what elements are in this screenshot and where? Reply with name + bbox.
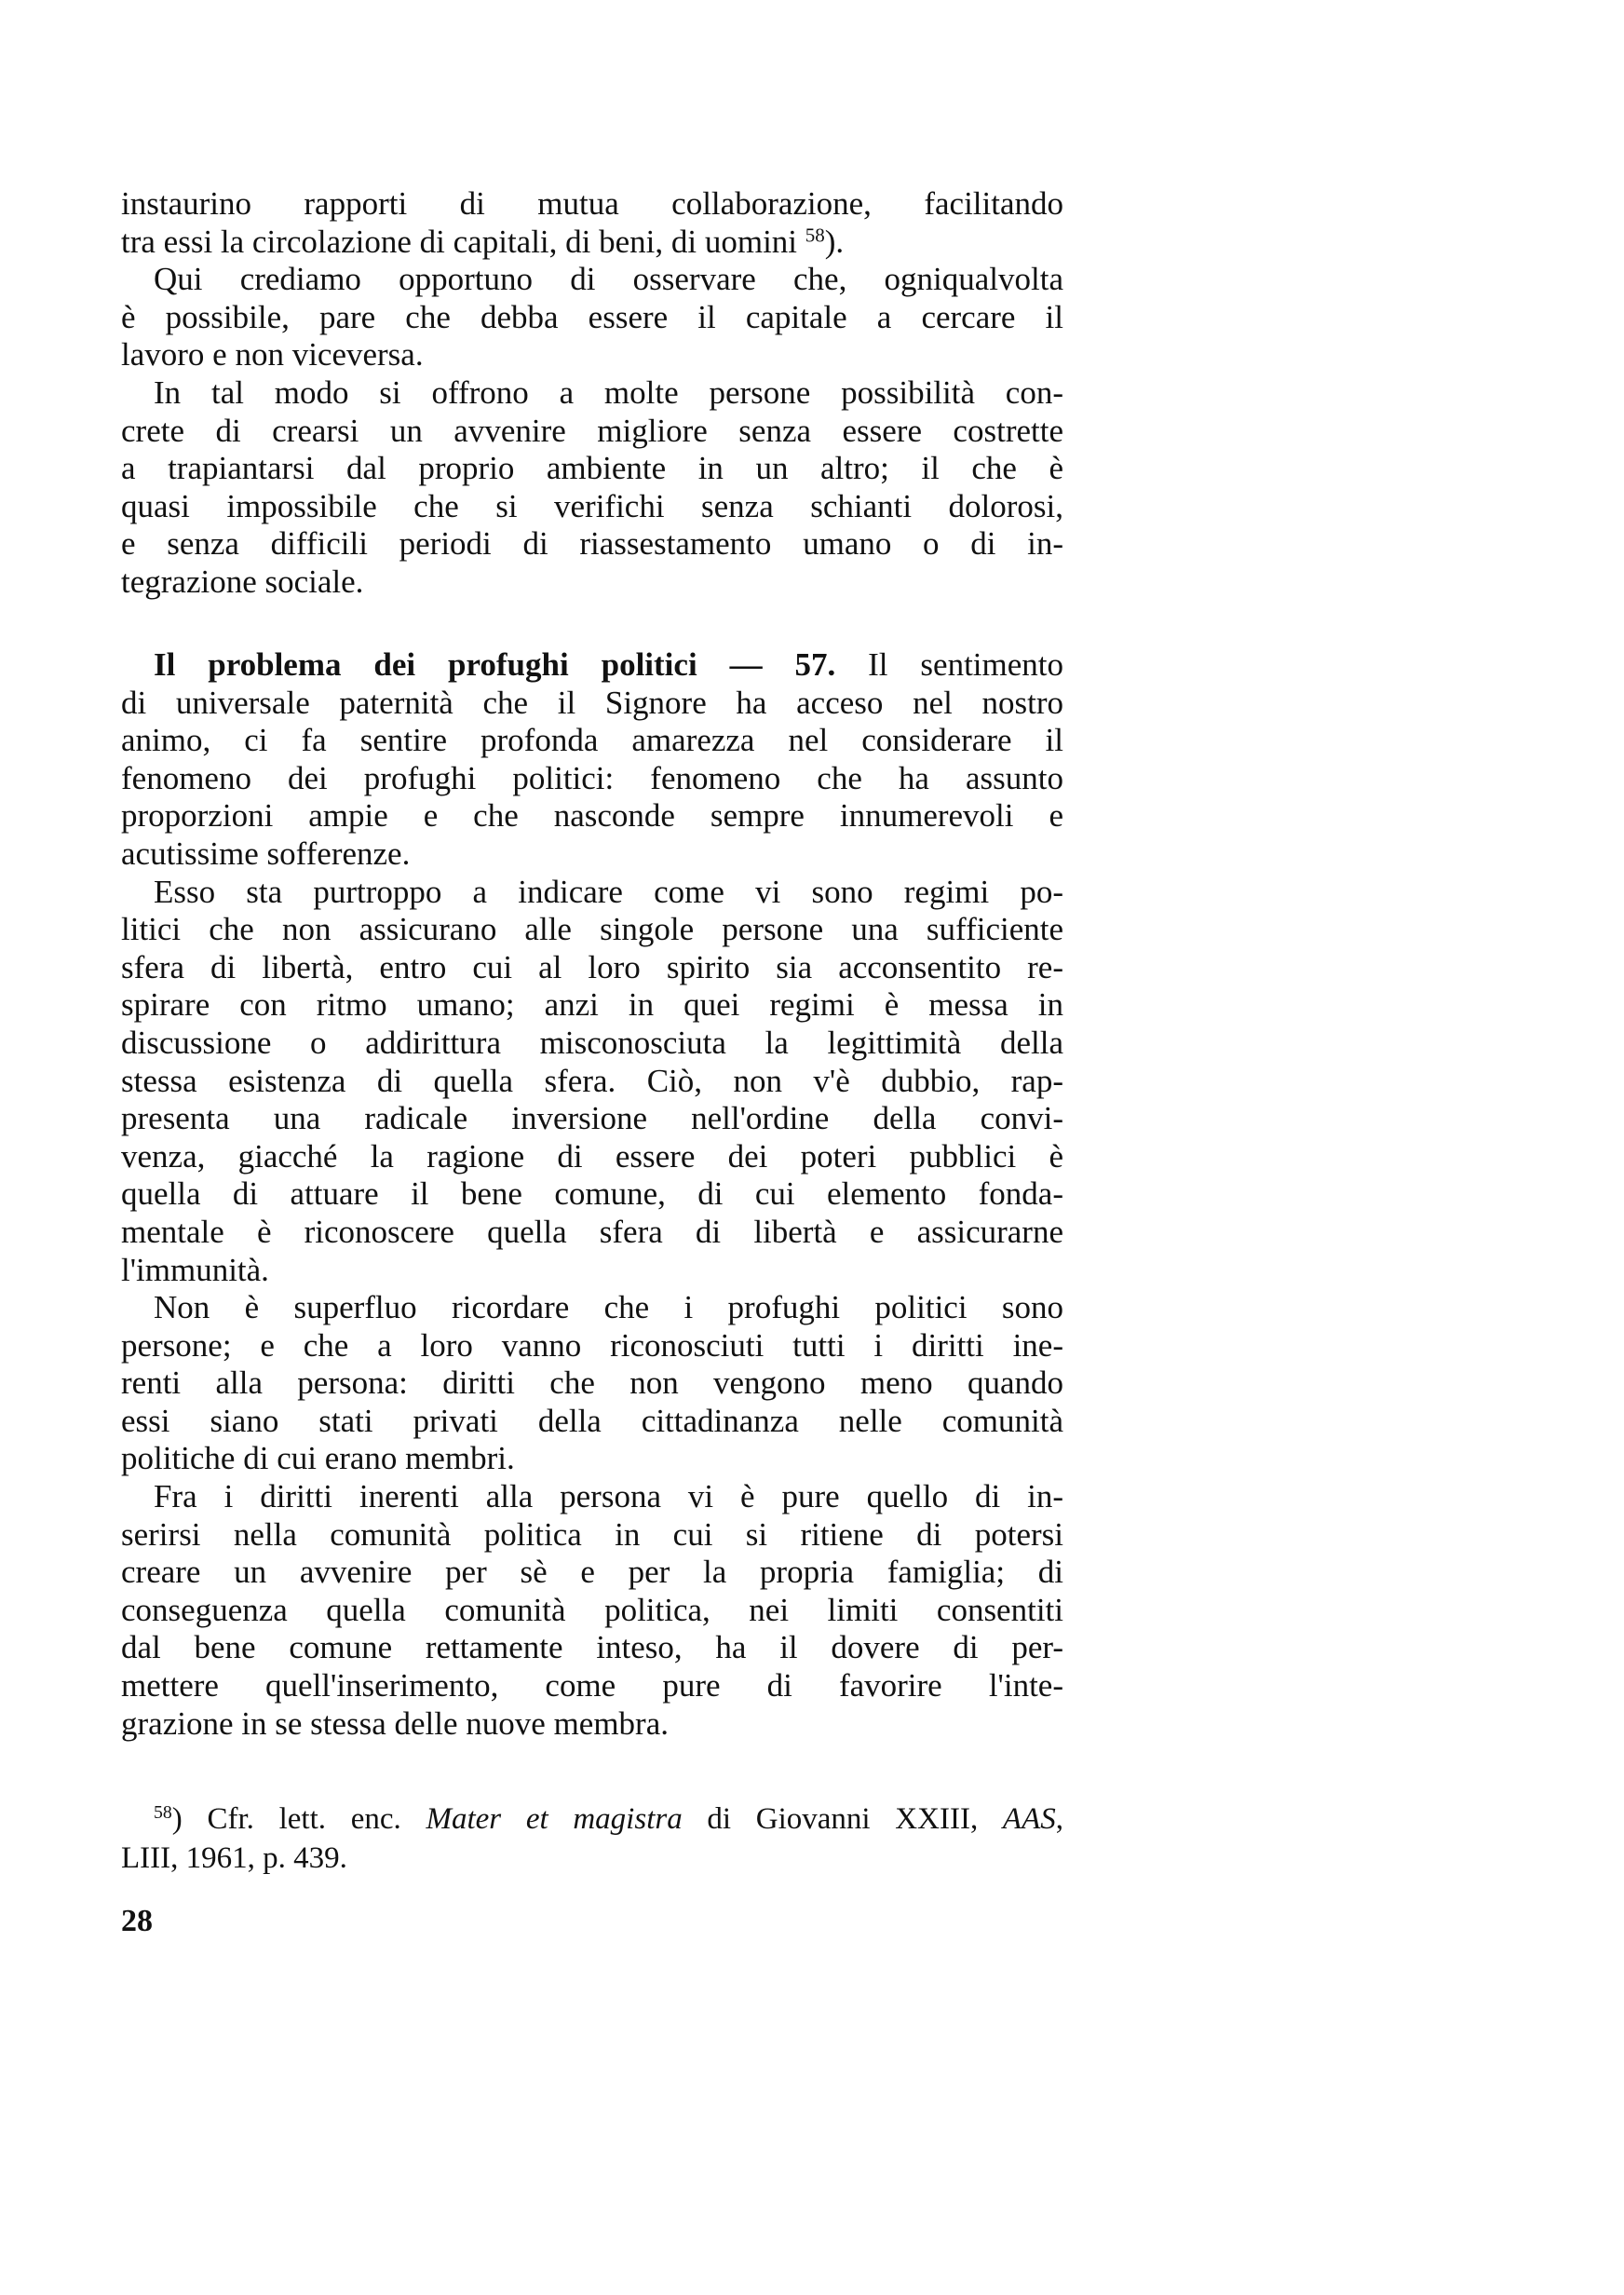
text-line: litici che non assicurano alle singole persone una sufficiente [121, 911, 1063, 948]
text-line: venza, giacché la ragione di essere dei poteri pubblici è [121, 1137, 1063, 1175]
section-57-profughi-politici [121, 646, 1063, 1743]
text-line: a trapiantarsi dal proprio ambiente in un altro; il che è [121, 450, 1063, 487]
text-line: mentale è riconoscere quella sfera di libertà e assicurarne [121, 1213, 1063, 1250]
text-line: è possibile, pare che debba essere il capitale a cercare il [121, 298, 1063, 335]
page-number: 28 [121, 1904, 153, 1938]
text-line: Esso sta purtroppo a indicare come vi sono regimi po- [154, 873, 1063, 910]
text-line [121, 224, 1063, 262]
text-line: crete di crearsi un avvenire migliore senza essere costrette [121, 412, 1063, 449]
text-run: di Giovanni XXIII, [682, 1802, 1003, 1836]
text-run: Mater et magistra [426, 1802, 683, 1836]
text-line: sfera di libertà, entro cui al loro spirito sia acconsentito re- [121, 948, 1063, 985]
text-line [121, 1799, 1063, 1839]
text-line: stessa esistenza di quella sfera. Ciò, non v'è dubbio, rap- [121, 1062, 1063, 1099]
text-line: conseguenza quella comunità politica, nei limiti consentiti [121, 1591, 1063, 1628]
text-line: presenta una radicale inversione nell'ordine della convi- [121, 1100, 1063, 1137]
footnote-reference: 58 [805, 224, 825, 247]
text-line: grazione in se stessa delle nuove membra. [121, 1704, 669, 1742]
text-line: Non è superfluo ricordare che i profughi politici sono [154, 1289, 1063, 1326]
text-line: animo, ci fa sentire profonda amarezza nel considerare il [121, 722, 1063, 759]
text-line: mettere quell'inserimento, come pure di favorire l'inte- [121, 1667, 1063, 1704]
text-line: creare un avvenire per sè e per la propria famiglia; di [121, 1554, 1063, 1591]
text-line: politiche di cui erano membri. [121, 1440, 515, 1477]
text-line: proporzioni ampie e che nasconde sempre innumerevoli e [121, 797, 1063, 835]
text-line: Fra i diritti inerenti alla persona vi è pure quello di in- [154, 1478, 1063, 1515]
text-line: dal bene comune rettamente inteso, ha il dovere di per- [121, 1629, 1063, 1666]
text-line: serirsi nella comunità politica in cui si ritiene di potersi [121, 1515, 1063, 1553]
text-run: , [1055, 1802, 1063, 1836]
text-line: Qui crediamo opportuno di osservare che, ogniqualvolta [154, 261, 1063, 298]
text-line: persone; e che a loro vanno riconosciuti tutti i diritti ine- [121, 1326, 1063, 1364]
text-line: l'immunità. [121, 1251, 269, 1288]
text-line: quella di attuare il bene comune, di cui elemento fonda- [121, 1175, 1063, 1213]
footnote-58 [121, 1799, 1063, 1878]
text-line: renti alla persona: diritti che non vengono meno quando [121, 1365, 1063, 1402]
text-line: In tal modo si offrono a molte persone possibilità con- [154, 373, 1063, 411]
text-line: di universale paternità che il Signore ha acceso nel nostro [121, 684, 1063, 721]
text-run: ). [824, 223, 845, 260]
text-line: spirare con ritmo umano; anzi in quei regimi è messa in [121, 986, 1063, 1024]
text-run: tra essi la circolazione di capitali, di beni, di uomini [121, 223, 805, 260]
text-line: tegrazione sociale. [121, 563, 364, 600]
text-line: quasi impossibile che si verifichi senza schianti dolorosi, [121, 487, 1063, 524]
text-line: LIII, 1961, p. 439. [121, 1841, 347, 1875]
text-run: Il sentimento [835, 646, 1064, 683]
section-heading: Il problema dei profughi politici — 57. [154, 646, 836, 683]
footnote-reference: 58 [154, 1802, 172, 1824]
text-run: AAS [1002, 1802, 1056, 1836]
text-line: e senza difficili periodi di riassestamento umano o di in- [121, 525, 1063, 563]
text-run: ) Cfr. lett. enc. [171, 1802, 426, 1836]
body-text-top [121, 185, 1063, 602]
text-line: acutissime sofferenze. [121, 835, 411, 872]
text-line: discussione o addirittura misconosciuta la legittimità della [121, 1024, 1063, 1061]
text-line [121, 646, 1063, 685]
text-line: essi siano stati privati della cittadinanza nelle comunità [121, 1402, 1063, 1439]
text-line: instaurino rapporti di mutua collaborazione, facilitando [121, 185, 1063, 222]
text-line: fenomeno dei profughi politici: fenomeno che ha assunto [121, 759, 1063, 796]
text-line: lavoro e non viceversa. [121, 336, 424, 373]
